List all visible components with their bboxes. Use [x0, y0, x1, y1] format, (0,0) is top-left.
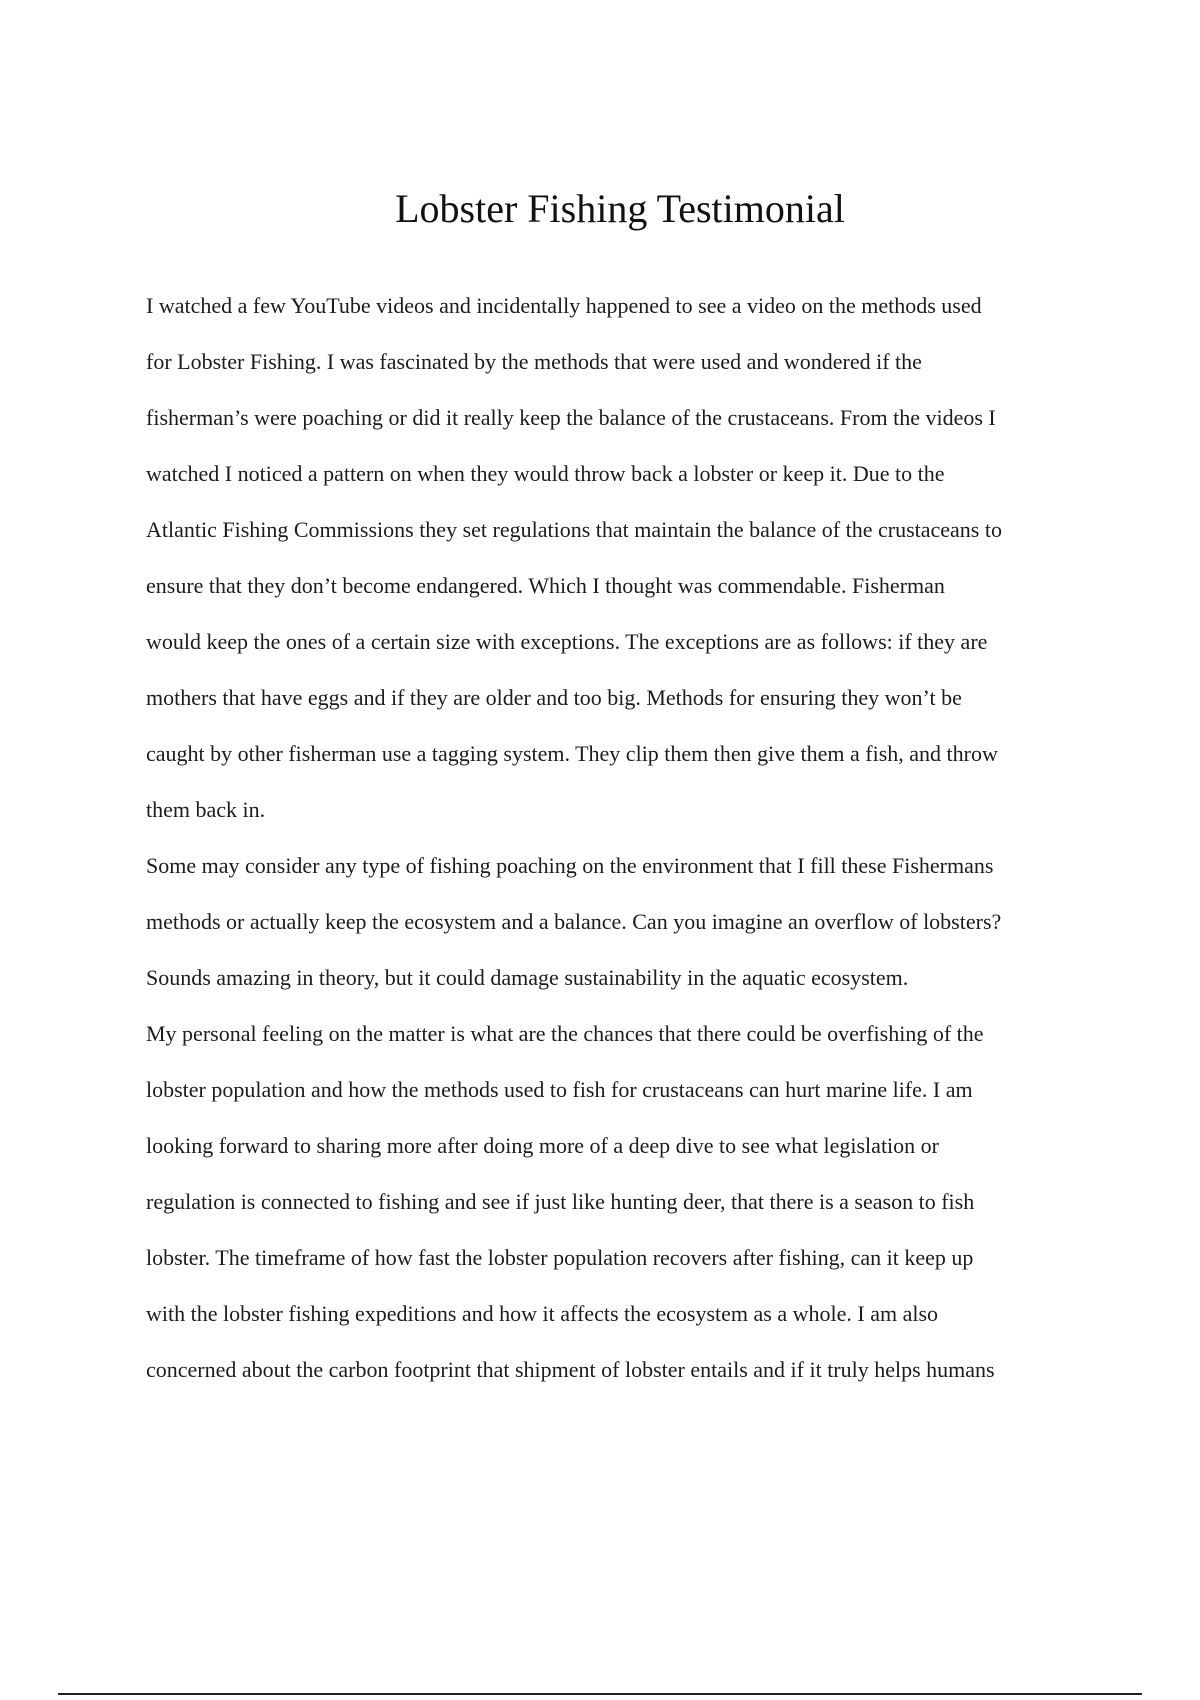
footer-rule [58, 1693, 1142, 1695]
body-line: Sounds amazing in theory, but it could damage sustainability in the aquatic ecosystem. [146, 965, 909, 990]
body-line: caught by other fisherman use a tagging system. They clip them then give them a fish, and throw [146, 741, 998, 766]
body-line: fisherman’s were poaching or did it really keep the balance of the crustaceans. From the videos I [146, 405, 996, 430]
body-line: them back in. [146, 797, 266, 822]
body-line: ensure that they don’t become endangered. Which I thought was commendable. Fisherman [146, 573, 945, 598]
body-line: watched I noticed a pattern on when they would throw back a lobster or keep it. Due to the [146, 461, 945, 486]
body-line: My personal feeling on the matter is what are the chances that there could be overfishing of the [146, 1021, 984, 1046]
body-line: lobster. The timeframe of how fast the lobster population recovers after fishing, can it keep up [146, 1245, 974, 1270]
body-line: concerned about the carbon footprint that shipment of lobster entails and if it truly helps humans [146, 1357, 995, 1382]
body-line: regulation is connected to fishing and see if just like hunting deer, that there is a season to fish [146, 1189, 975, 1214]
body-line: I watched a few YouTube videos and incidentally happened to see a video on the methods used [146, 293, 982, 318]
body-line: looking forward to sharing more after doing more of a deep dive to see what legislation or [146, 1133, 939, 1158]
body-line: would keep the ones of a certain size with exceptions. The exceptions are as follows: if they are [146, 629, 988, 654]
document-body [146, 288, 1096, 1408]
body-line: Some may consider any type of fishing poaching on the environment that I fill these Fishermans [146, 853, 994, 878]
body-line: methods or actually keep the ecosystem and a balance. Can you imagine an overflow of lobsters? [146, 909, 1002, 934]
body-line: for Lobster Fishing. I was fascinated by the methods that were used and wondered if the [146, 349, 922, 374]
body-line: lobster population and how the methods used to fish for crustaceans can hurt marine life. I am [146, 1077, 973, 1102]
body-line: Atlantic Fishing Commissions they set regulations that maintain the balance of the crustaceans to [146, 517, 1002, 542]
body-line: mothers that have eggs and if they are older and too big. Methods for ensuring they won’t be [146, 685, 962, 710]
body-line: with the lobster fishing expeditions and how it affects the ecosystem as a whole. I am also [146, 1301, 939, 1326]
document-title: Lobster Fishing Testimonial [395, 186, 845, 231]
